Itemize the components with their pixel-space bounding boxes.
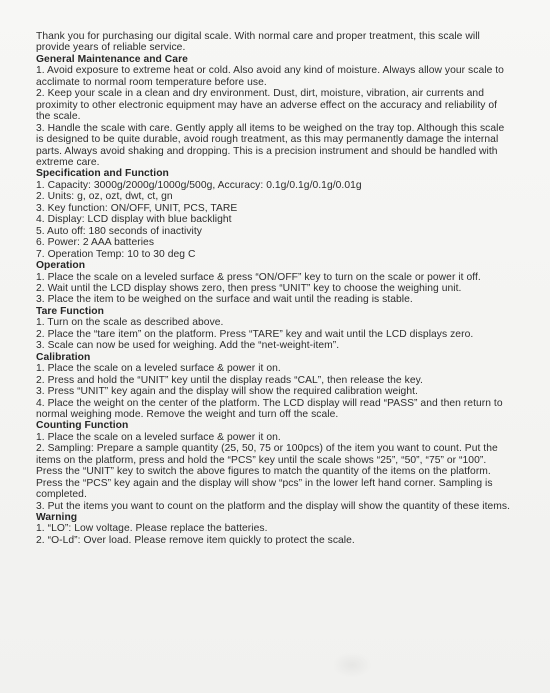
list-item: 1. Turn on the scale as described above. — [36, 317, 224, 329]
section-calibration — [36, 352, 512, 421]
list-item: 3. Put the items you want to count on the platform and the display will show the quantity of these items. — [36, 500, 511, 512]
section-heading: Counting Function — [36, 420, 129, 432]
section-tare-function — [36, 306, 512, 352]
list-item: 2. Units: g, oz, ozt, dwt, ct, gn — [36, 191, 173, 203]
section-heading: Operation — [36, 260, 86, 272]
list-item: 1. Place the scale on a leveled surface & press “ON/OFF” key to turn on the scale or power it off. — [36, 271, 481, 283]
paper-smudge — [332, 652, 372, 678]
section-heading: General Maintenance and Care — [36, 53, 188, 65]
list-item: 3. Handle the scale with care. Gently apply all items to be weighed on the tray top. Although this scale is designed to be quite durable, avoid rough treatment, as this may permanently damage the internal parts. Always avoid shaking and dropping. This is a precision instrument and should be handled with extreme care. — [36, 122, 505, 168]
list-item: 1. Place the scale on a leveled surface & power it on. — [36, 431, 281, 443]
list-item: 3. Scale can now be used for weighing. Add the “net-weight-item”. — [36, 340, 340, 352]
list-item: 1. Avoid exposure to extreme heat or cold. Also avoid any kind of moisture. Always allow your scale to acclimate to normal room temperature before use. — [36, 65, 504, 88]
section-operation — [36, 260, 512, 306]
list-item: 2. Wait until the LCD display shows zero, then press “UNIT” key to choose the weighing unit. — [36, 282, 462, 294]
section-heading: Specification and Function — [36, 168, 169, 180]
list-item: 2. Press and hold the “UNIT” key until the display reads “CAL”, then release the key. — [36, 374, 423, 386]
list-item: 2. “O-Ld”: Over load. Please remove item quickly to protect the scale. — [36, 534, 355, 546]
section-counting-function — [36, 420, 512, 512]
instruction-text — [36, 31, 512, 546]
list-item: 6. Power: 2 AAA batteries — [36, 237, 155, 249]
list-item: 3. Press “UNIT” key again and the display will show the required calibration weight. — [36, 386, 418, 398]
section-heading: Tare Function — [36, 305, 104, 317]
section-heading: Warning — [36, 512, 78, 524]
list-item: 1. “LO”: Low voltage. Please replace the batteries. — [36, 523, 268, 535]
list-item: 2. Sampling: Prepare a sample quantity (25, 50, 75 or 100pcs) of the item you want to count. Put the items on the platform, press and hold the “PCS” key until the scale shows “25”, “50”, “75” or “100”. Press the “UNIT” key to switch the above figures to match the quantity of the items on the platform. Press the “PCS” key again and the display will show “pcs” in the lower left hand corner. Sampling is completed. — [36, 443, 498, 501]
list-item: 2. Place the “tare item” on the platform. Press “TARE” key and wait until the LCD displays zero. — [36, 328, 474, 340]
list-item: 2. Keep your scale in a clean and dry environment. Dust, dirt, moisture, vibration, air currents and proximity to other electronic equipment may have an adverse effect on the accuracy and reliability of the scale. — [36, 88, 498, 123]
section-warning — [36, 512, 512, 546]
list-item: 3. Key function: ON/OFF, UNIT, PCS, TARE — [36, 202, 238, 214]
intro-paragraph: Thank you for purchasing our digital scale. With normal care and proper treatment, this scale will provide years of reliable service. — [36, 31, 480, 54]
section-general-maintenance — [36, 54, 512, 169]
list-item: 3. Place the item to be weighed on the surface and wait until the reading is stable. — [36, 294, 413, 306]
section-heading: Calibration — [36, 351, 91, 363]
section-specification — [36, 168, 512, 260]
list-item: 4. Place the weight on the center of the platform. The LCD display will read “PASS” and then return to normal weighing mode. Remove the weight and turn off the scale. — [36, 397, 503, 420]
list-item: 1. Place the scale on a leveled surface & power it on. — [36, 363, 281, 375]
list-item: 1. Capacity: 3000g/2000g/1000g/500g, Accuracy: 0.1g/0.1g/0.1g/0.01g — [36, 179, 362, 191]
list-item: 4. Display: LCD display with blue backlight — [36, 214, 232, 226]
list-item: 5. Auto off: 180 seconds of inactivity — [36, 225, 202, 237]
list-item: 7. Operation Temp: 10 to 30 deg C — [36, 248, 196, 260]
